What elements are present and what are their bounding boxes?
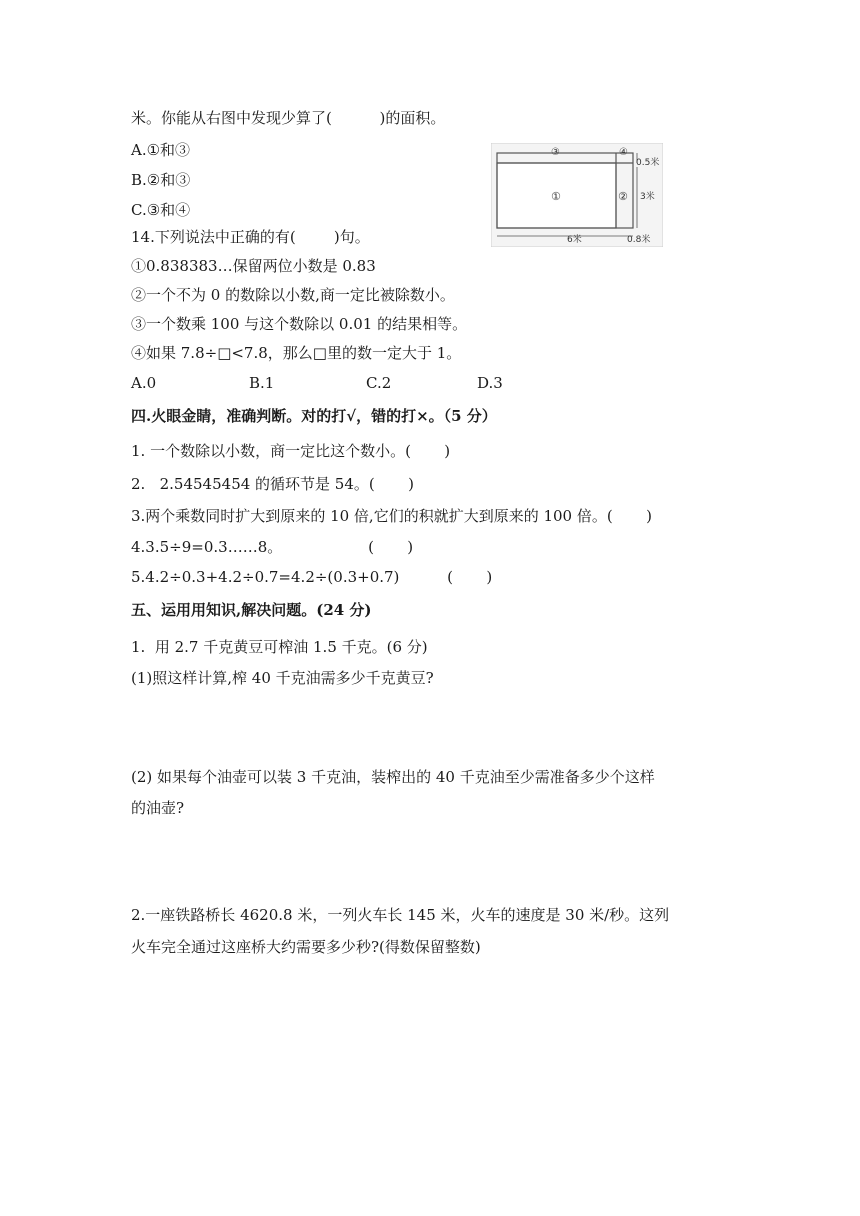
problem-1: 1. 用 2.7 千克黄豆可榨油 1.5 千克。(6 分) [131, 638, 428, 656]
section4-title: 四.火眼金睛，准确判断。对的打√，错的打×。（5 分） [131, 407, 497, 425]
judge-item-3: 3.两个乘数同时扩大到原来的 10 倍,它们的积就扩大到原来的 100 倍。( ) [131, 507, 652, 525]
q14-statement-2: ②一个不为 0 的数除以小数,商一定比被除数小。 [131, 286, 455, 304]
q14-stem: 14.下列说法中正确的有( )句。 [131, 228, 370, 246]
q13-stem-tail: 米。你能从右图中发现少算了( )的面积。 [131, 109, 446, 127]
judge-item-1: 1. 一个数除以小数，商一定比这个数小。( ) [131, 442, 451, 460]
q14-option-b: B.1 [249, 374, 275, 392]
problem-1-part-2-line-1: (2) 如果每个油壶可以装 3 千克油，装榨出的 40 千克油至少需准备多少个这样 [131, 768, 655, 786]
section5-title: 五、运用用知识,解决问题。(24 分) [131, 601, 372, 619]
problem-1-part-1: (1)照这样计算,榨 40 千克油需多少千克黄豆? [131, 669, 434, 687]
q14-statement-3: ③一个数乘 100 与这个数除以 0.01 的结果相等。 [131, 315, 468, 333]
judge-item-4: 4.3.5÷9=0.3……8。 ( ) [131, 538, 414, 556]
q13-option-a: A.①和③ [131, 141, 191, 159]
figure-region-2: ② [618, 190, 628, 203]
figure-dim-right: 3米 [640, 192, 655, 202]
q14-statement-1: ①0.838383…保留两位小数是 0.83 [131, 257, 376, 275]
judge-item-2: 2. 2.54545454 的循环节是 54。( ) [131, 475, 414, 493]
figure-dim-top: 0.5米 [636, 158, 660, 168]
figure-region-4: ④ [619, 147, 628, 158]
judge-item-5: 5.4.2÷0.3+4.2÷0.7=4.2÷(0.3+0.7) ( ) [131, 568, 493, 586]
problem-1-part-2-line-2: 的油壶? [131, 799, 185, 817]
figure-region-1: ① [551, 190, 561, 203]
q14-option-c: C.2 [366, 374, 392, 392]
problem-2-line-1: 2.一座铁路桥长 4620.8 米，一列火车长 145 米，火车的速度是 30 米/秒。这列 [131, 906, 670, 924]
rectangle-area-figure [491, 143, 663, 247]
figure-dim-bottom-right: 0.8米 [627, 235, 651, 245]
q14-statement-4: ④如果 7.8÷□<7.8，那么□里的数一定大于 1。 [131, 344, 462, 362]
q13-option-b: B.②和③ [131, 171, 191, 189]
q14-option-d: D.3 [477, 374, 503, 392]
problem-2-line-2: 火车完全通过这座桥大约需要多少秒?(得数保留整数) [131, 938, 481, 956]
q13-option-c: C.③和④ [131, 201, 191, 219]
figure-dim-bottom-left: 6米 [567, 235, 582, 245]
figure-region-3: ③ [551, 147, 560, 158]
q14-option-a: A.0 [131, 374, 157, 392]
